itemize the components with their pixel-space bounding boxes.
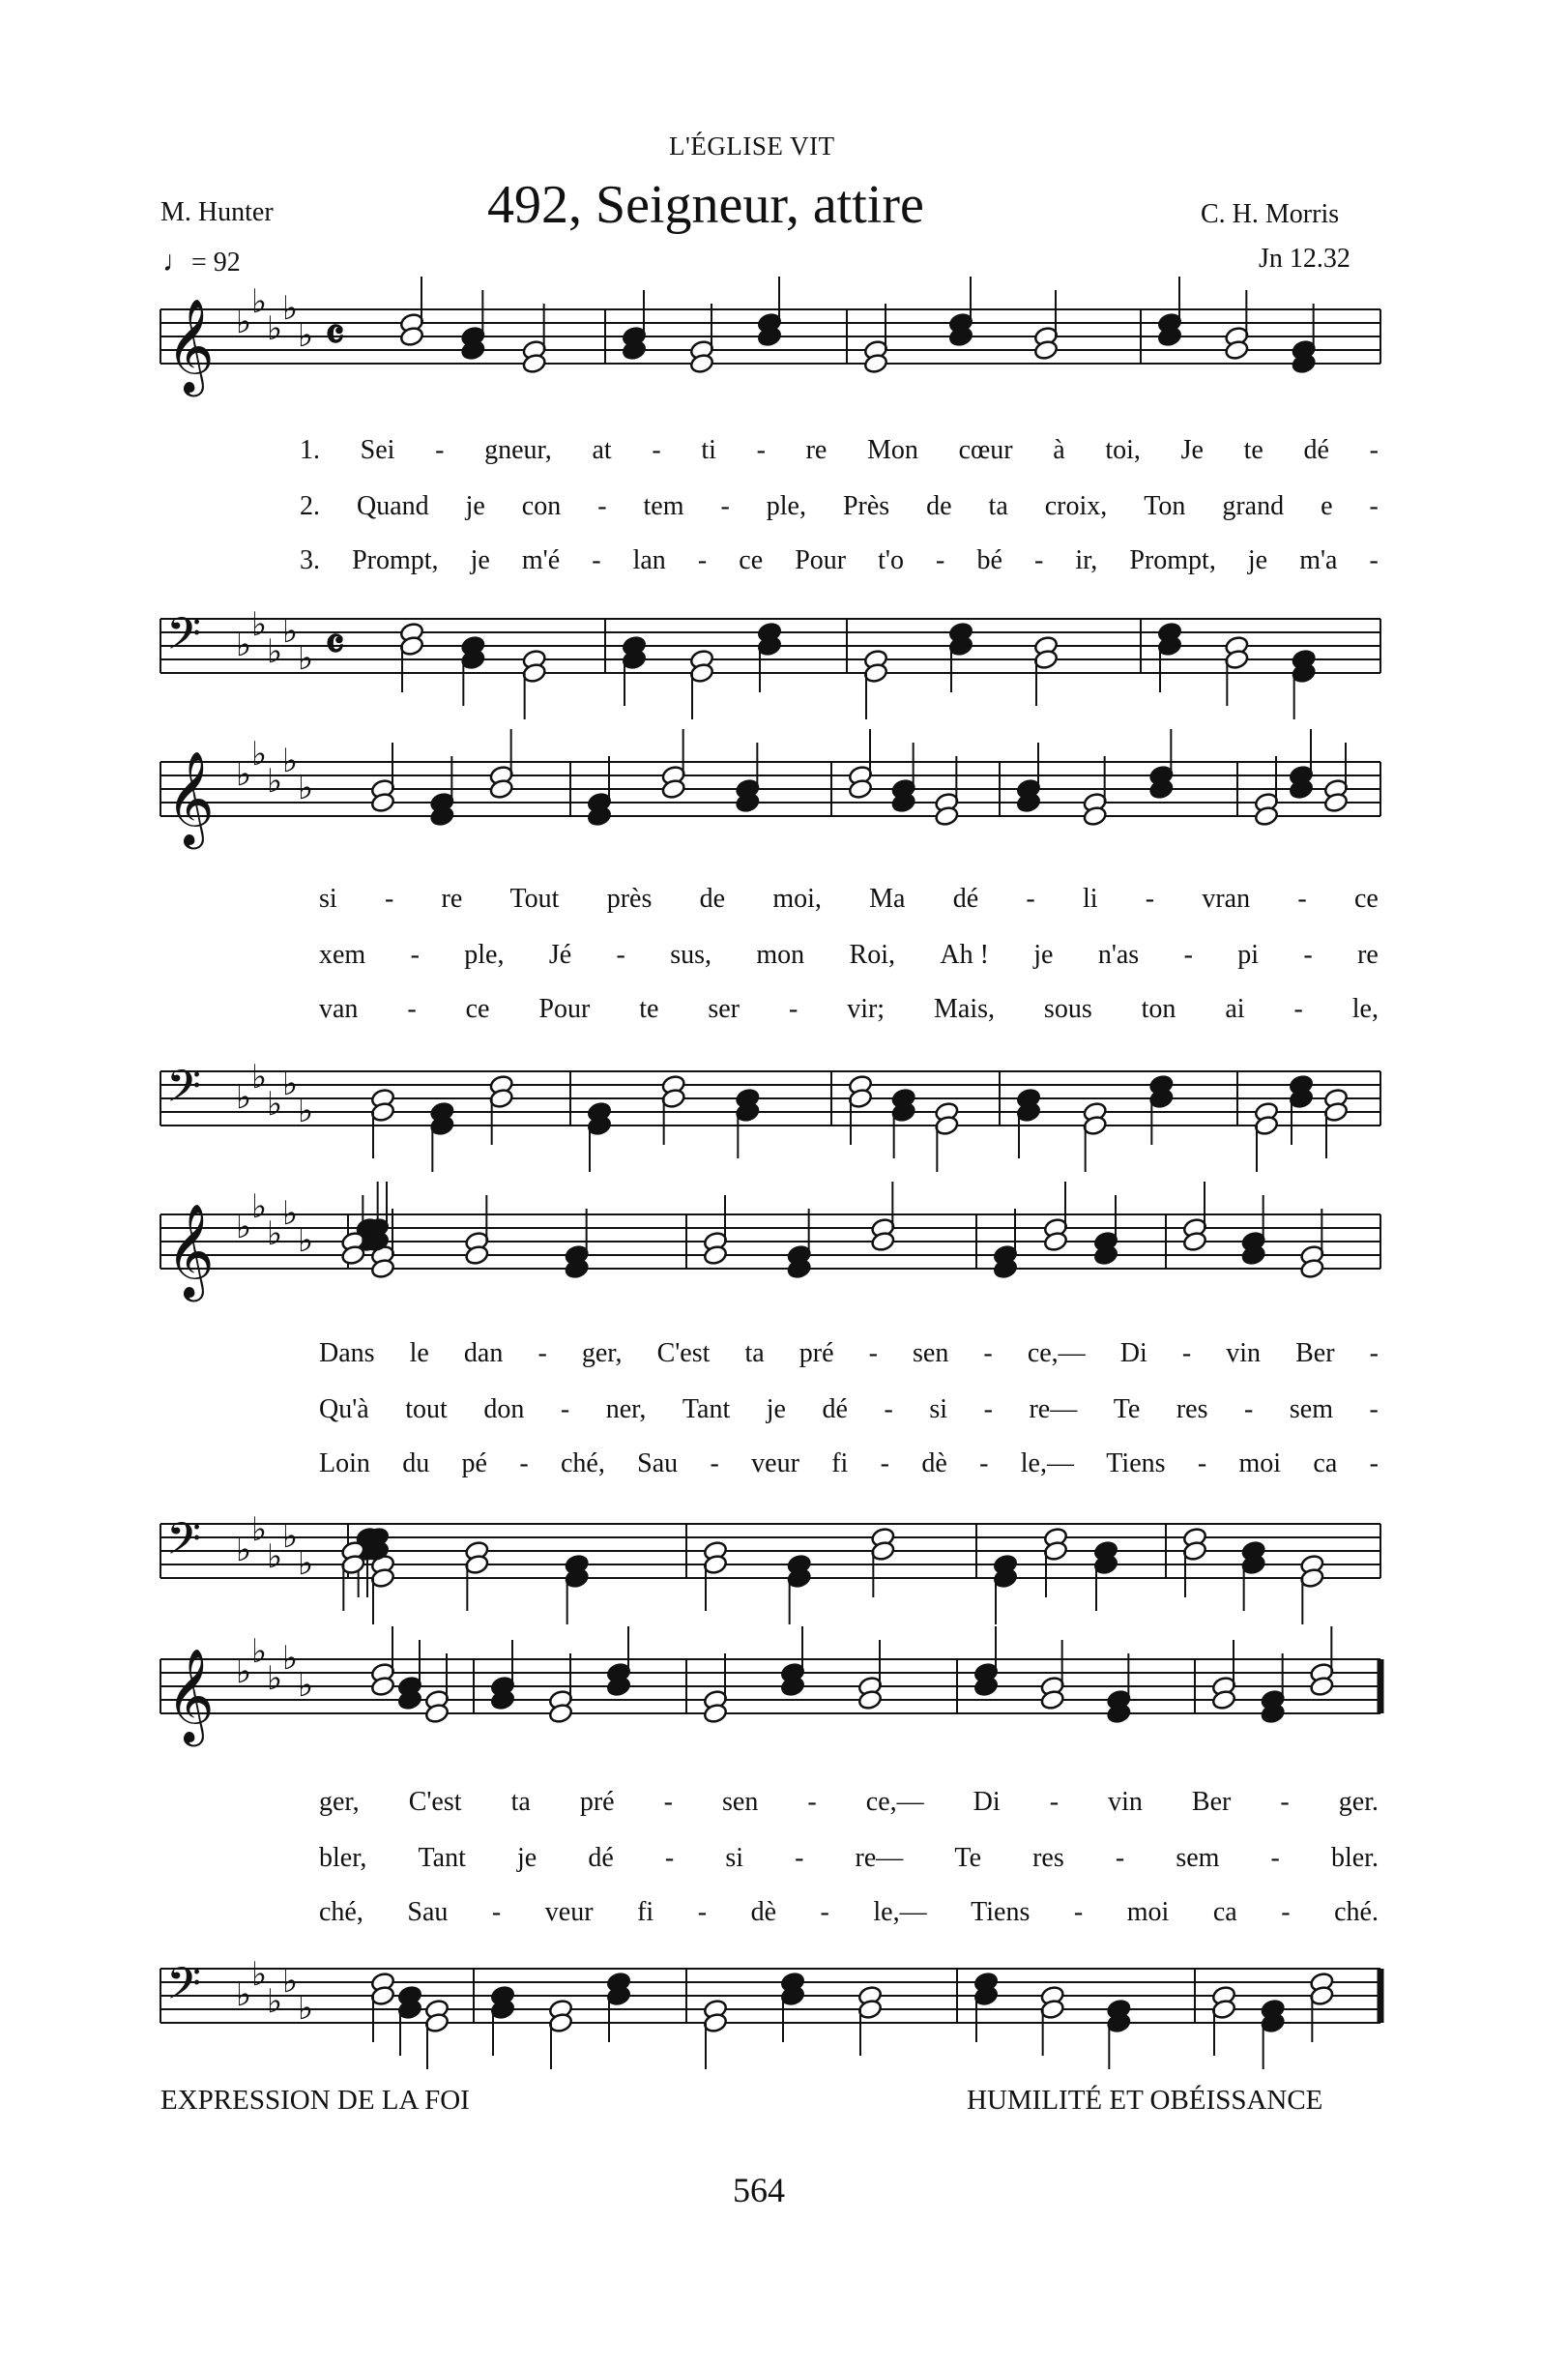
- lyric-syllable: ple,: [464, 940, 505, 970]
- lyric-syllable: -: [410, 940, 420, 970]
- lyric-syllable: Di: [973, 1787, 1001, 1817]
- lyric-syllable: pi: [1237, 940, 1260, 970]
- lyric-syllable: dé: [1303, 435, 1329, 465]
- lyric-syllable: Sau: [407, 1897, 449, 1927]
- lyric-syllable: cœur: [958, 435, 1013, 465]
- footer-category-right: HUMILITÉ ET OBÉISSANCE: [967, 2085, 1323, 2116]
- bass-clef-icon: 𝄢: [166, 608, 202, 671]
- lyric-syllable: de: [699, 884, 726, 914]
- lyric-syllable: grand: [1222, 491, 1285, 521]
- bass-clef-icon: 𝄢: [166, 1061, 202, 1124]
- lyric-syllable: m'é: [521, 545, 561, 575]
- lyric-syllable: -: [868, 1338, 878, 1368]
- lyric-syllable: -: [1281, 1897, 1291, 1927]
- lyric-syllable: Prompt,: [352, 545, 439, 575]
- flat-icon: ♭: [298, 1221, 314, 1260]
- lyric-syllable: -: [795, 1843, 804, 1873]
- lyric-syllable: ce: [1353, 884, 1379, 914]
- lyric-syllable: lan: [632, 545, 666, 575]
- lyric-syllable: Pour: [795, 545, 847, 575]
- lyric-syllable: le,—: [873, 1897, 927, 1927]
- lyric-line: [319, 1843, 1379, 1874]
- lyric-syllable: je: [465, 491, 485, 521]
- flat-icon: ♭: [236, 1078, 252, 1117]
- flat-icon: ♭: [236, 1975, 252, 2014]
- lyric-syllable: je: [766, 1394, 786, 1424]
- lyric-syllable: ple,: [766, 491, 806, 521]
- flat-icon: ♭: [298, 1989, 314, 2028]
- lyric-syllable: -: [788, 994, 799, 1024]
- lyric-syllable: sus,: [670, 940, 712, 970]
- lyric-syllable: sen: [913, 1338, 949, 1368]
- lyric-syllable: vin: [1226, 1338, 1262, 1368]
- lyric-syllable: -: [1369, 491, 1379, 521]
- tempo-value: = 92: [191, 248, 241, 278]
- lyric-syllable: t'o: [878, 545, 904, 575]
- lyric-syllable: res: [1176, 1394, 1208, 1424]
- lyric-syllable: re: [805, 435, 828, 465]
- flat-icon: ♭: [282, 1194, 299, 1233]
- lyric-syllable: -: [1369, 545, 1379, 575]
- lyric-syllable: croix,: [1044, 491, 1108, 521]
- lyric-syllable: Pour: [538, 994, 591, 1024]
- lyric-syllable: veur: [751, 1448, 799, 1478]
- flat-icon: ♭: [267, 1214, 283, 1253]
- flat-icon: ♭: [251, 1510, 268, 1549]
- treble-clef-icon: 𝄞: [166, 1203, 215, 1298]
- lyric-line: [300, 545, 1379, 576]
- lyric-syllable: C'est: [408, 1787, 462, 1817]
- lyric-syllable: si: [929, 1394, 948, 1424]
- lyric-syllable: -: [1073, 1897, 1084, 1927]
- lyric-syllable: -: [664, 1843, 675, 1873]
- lyric-syllable: je: [1247, 545, 1268, 575]
- lyric-syllable: ger,: [319, 1787, 360, 1817]
- flat-icon: ♭: [251, 1187, 268, 1226]
- section-heading: L'ÉGLISE VIT: [669, 132, 835, 161]
- lyric-syllable: ca: [1313, 1448, 1338, 1478]
- lyric-syllable: pré: [579, 1787, 615, 1817]
- lyric-syllable: Ah !: [940, 940, 989, 970]
- flat-icon: ♭: [282, 289, 299, 328]
- lyric-syllable: le,—: [1020, 1448, 1074, 1478]
- lyric-syllable: bler.: [1330, 1843, 1379, 1873]
- lyric-syllable: -: [1369, 435, 1379, 465]
- flat-icon: ♭: [298, 1666, 314, 1705]
- flat-icon: ♭: [298, 639, 314, 678]
- lyric-syllable: dé: [952, 884, 979, 914]
- lyric-syllable: Te: [1113, 1394, 1141, 1424]
- lyric-syllable: Tiens: [971, 1897, 1031, 1927]
- lyric-syllable: -: [491, 1897, 502, 1927]
- lyric-syllable: Quand: [356, 491, 429, 521]
- lyric-syllable: pé: [461, 1448, 487, 1478]
- bass-clef-icon: 𝄢: [166, 1513, 202, 1576]
- lyric-syllable: ti: [701, 435, 716, 465]
- flat-icon: ♭: [298, 769, 314, 807]
- lyric-syllable: re—: [855, 1843, 904, 1873]
- lyric-syllable: -: [936, 545, 945, 575]
- lyric-syllable: Tant: [682, 1394, 731, 1424]
- lyric-syllable: ce: [465, 994, 490, 1024]
- flat-icon: ♭: [267, 1537, 283, 1576]
- lyric-syllable: m'a: [1299, 545, 1338, 575]
- footer-category-left: EXPRESSION DE LA FOI: [160, 2085, 470, 2116]
- lyric-syllable: -: [710, 1448, 719, 1478]
- lyric-syllable: -: [1049, 1787, 1060, 1817]
- lyric-line: [319, 994, 1379, 1025]
- lyric-syllable: de: [926, 491, 952, 521]
- lyric-syllable: -: [697, 545, 708, 575]
- lyric-syllable: -: [1303, 940, 1313, 970]
- lyric-syllable: -: [756, 435, 766, 465]
- lyric-syllable: -: [1270, 1843, 1280, 1873]
- scripture-reference: Jn 12.32: [1259, 244, 1350, 274]
- lyric-syllable: -: [537, 1338, 547, 1368]
- flat-icon: ♭: [236, 1208, 252, 1246]
- lyric-line: [319, 1448, 1379, 1479]
- lyric-syllable: le,: [1351, 994, 1379, 1024]
- lyric-syllable: Loin: [319, 1448, 370, 1478]
- lyric-syllable: ser: [708, 994, 740, 1024]
- lyric-syllable: ner,: [605, 1394, 647, 1424]
- lyric-syllable: toi,: [1105, 435, 1141, 465]
- lyric-syllable: -: [1145, 884, 1155, 914]
- flat-icon: ♭: [236, 303, 252, 341]
- lyric-syllable: ger.: [1338, 1787, 1379, 1817]
- lyric-syllable: -: [1280, 1787, 1290, 1817]
- lyric-syllable: Roi,: [849, 940, 895, 970]
- flat-icon: ♭: [267, 1659, 283, 1698]
- lyric-syllable: Ton: [1144, 491, 1186, 521]
- lyric-syllable: res: [1032, 1843, 1064, 1873]
- lyric-syllable: fi: [831, 1448, 849, 1478]
- lyric-syllable: ché.: [1334, 1897, 1379, 1927]
- lyric-syllable: -: [1026, 884, 1035, 914]
- lyric-syllable: près: [606, 884, 653, 914]
- lyric-syllable: -: [663, 1787, 673, 1817]
- lyric-syllable: -: [979, 1448, 989, 1478]
- flat-icon: ♭: [282, 612, 299, 651]
- lyric-syllable: re—: [1029, 1394, 1078, 1424]
- lyric-syllable: -: [407, 994, 417, 1024]
- flat-icon: ♭: [282, 1962, 299, 2001]
- lyric-line: [319, 1897, 1379, 1928]
- lyric-syllable: veur: [544, 1897, 594, 1927]
- treble-clef-icon: 𝄞: [166, 750, 215, 845]
- lyric-syllable: ir,: [1075, 545, 1098, 575]
- lyric-syllable: pré: [799, 1338, 834, 1368]
- lyric-syllable: 1.: [300, 435, 320, 465]
- lyric-syllable: Ber: [1295, 1338, 1335, 1368]
- lyric-syllable: -: [560, 1394, 570, 1424]
- lyric-syllable: -: [519, 1448, 529, 1478]
- lyric-syllable: moi,: [772, 884, 822, 914]
- flat-icon: ♭: [251, 1058, 268, 1096]
- flat-icon: ♭: [282, 1639, 299, 1678]
- lyric-syllable: -: [1297, 884, 1307, 914]
- flat-icon: ♭: [236, 755, 252, 794]
- lyric-syllable: ché,: [319, 1897, 363, 1927]
- lyric-syllable: moi: [1238, 1448, 1282, 1478]
- flat-icon: ♭: [267, 762, 283, 801]
- lyric-syllable: van: [319, 994, 359, 1024]
- lyric-syllable: ca: [1212, 1897, 1237, 1927]
- lyric-syllable: -: [597, 491, 607, 521]
- lyric-syllable: don: [483, 1394, 525, 1424]
- lyric-syllable: dè: [921, 1448, 947, 1478]
- flat-icon: ♭: [282, 742, 299, 780]
- lyric-syllable: vir;: [847, 994, 886, 1024]
- lyric-syllable: fi: [637, 1897, 654, 1927]
- lyric-syllable: -: [1033, 545, 1044, 575]
- lyric-syllable: ger,: [581, 1338, 623, 1368]
- lyric-line: [319, 1394, 1379, 1425]
- lyric-syllable: sem: [1289, 1394, 1333, 1424]
- lyric-syllable: dé: [588, 1843, 614, 1873]
- lyric-syllable: -: [1369, 1394, 1379, 1424]
- lyric-syllable: li: [1082, 884, 1098, 914]
- flat-icon: ♭: [236, 1531, 252, 1569]
- flat-icon: ♭: [251, 282, 268, 321]
- lyric-syllable: at: [592, 435, 612, 465]
- lyric-syllable: ce: [739, 545, 764, 575]
- lyric-syllable: -: [1369, 1338, 1379, 1368]
- lyric-syllable: Tiens: [1106, 1448, 1166, 1478]
- author-credit: C. H. Morris: [1201, 199, 1340, 229]
- lyric-syllable: vran: [1202, 884, 1251, 914]
- lyric-syllable: -: [1197, 1448, 1207, 1478]
- lyric-syllable: -: [983, 1338, 993, 1368]
- lyric-syllable: bler,: [319, 1843, 367, 1873]
- common-time-icon: 𝄴: [325, 618, 345, 670]
- lyric-syllable: moi: [1126, 1897, 1170, 1927]
- flat-icon: ♭: [251, 735, 268, 774]
- lyric-syllable: -: [983, 1394, 993, 1424]
- lyric-syllable: -: [1369, 1448, 1379, 1478]
- flat-icon: ♭: [282, 1065, 299, 1103]
- lyric-syllable: tout: [405, 1394, 448, 1424]
- lyric-syllable: -: [652, 435, 661, 465]
- lyric-syllable: Te: [954, 1843, 981, 1873]
- lyric-syllable: te: [1243, 435, 1263, 465]
- lyric-line: [319, 940, 1379, 971]
- lyric-syllable: re: [1357, 940, 1379, 970]
- lyric-syllable: e: [1321, 491, 1333, 521]
- flat-icon: ♭: [298, 1544, 314, 1583]
- lyric-syllable: dè: [750, 1897, 777, 1927]
- lyric-syllable: gneur,: [484, 435, 552, 465]
- flat-icon: ♭: [267, 1085, 283, 1124]
- lyric-line: [319, 1338, 1379, 1369]
- lyric-syllable: -: [697, 1897, 708, 1927]
- lyric-syllable: -: [807, 1787, 817, 1817]
- lyric-syllable: 3.: [300, 545, 320, 575]
- lyric-syllable: sem: [1176, 1843, 1220, 1873]
- lyric-syllable: vin: [1108, 1787, 1143, 1817]
- lyric-syllable: si: [319, 884, 337, 914]
- lyric-syllable: ta: [744, 1338, 765, 1368]
- lyric-syllable: -: [1244, 1394, 1254, 1424]
- flat-icon: ♭: [298, 316, 314, 355]
- bass-clef-icon: 𝄢: [166, 1958, 202, 2021]
- lyric-syllable: je: [1033, 940, 1054, 970]
- flat-icon: ♭: [236, 1652, 252, 1691]
- hymn-title: 492, Seigneur, attire: [487, 175, 924, 235]
- lyric-syllable: Ma: [869, 884, 906, 914]
- lyric-syllable: ce,—: [865, 1787, 924, 1817]
- lyric-syllable: 2.: [300, 491, 320, 521]
- lyric-syllable: Près: [842, 491, 890, 521]
- lyric-syllable: Mon: [867, 435, 918, 465]
- composer-credit: M. Hunter: [160, 197, 274, 227]
- lyric-syllable: ai: [1225, 994, 1245, 1024]
- lyric-syllable: C'est: [656, 1338, 711, 1368]
- flat-icon: ♭: [251, 605, 268, 644]
- lyric-syllable: du: [402, 1448, 430, 1478]
- lyric-syllable: Prompt,: [1129, 545, 1216, 575]
- lyric-syllable: -: [1293, 994, 1303, 1024]
- lyric-syllable: -: [820, 1897, 829, 1927]
- lyric-syllable: dan: [463, 1338, 504, 1368]
- lyric-syllable: -: [1183, 940, 1193, 970]
- lyric-syllable: sen: [722, 1787, 759, 1817]
- lyric-syllable: xem: [319, 940, 366, 970]
- lyric-syllable: -: [435, 435, 445, 465]
- lyric-syllable: Ber: [1191, 1787, 1232, 1817]
- lyric-syllable: -: [884, 1394, 893, 1424]
- lyric-syllable: bé: [976, 545, 1002, 575]
- lyric-syllable: -: [384, 884, 394, 914]
- lyric-syllable: -: [720, 491, 730, 521]
- lyric-syllable: le: [409, 1338, 429, 1368]
- flat-icon: ♭: [282, 1517, 299, 1556]
- treble-clef-icon: 𝄞: [166, 1648, 215, 1742]
- lyric-syllable: Mais,: [934, 994, 995, 1024]
- lyric-syllable: Tout: [509, 884, 560, 914]
- lyric-syllable: n'as: [1097, 940, 1140, 970]
- lyric-syllable: ce,—: [1027, 1338, 1086, 1368]
- lyric-syllable: ta: [988, 491, 1008, 521]
- flat-icon: ♭: [251, 1955, 268, 1994]
- lyric-syllable: con: [521, 491, 562, 521]
- lyric-syllable: Jé: [548, 940, 572, 970]
- lyric-syllable: Qu'à: [319, 1394, 369, 1424]
- flat-icon: ♭: [251, 1632, 268, 1671]
- lyric-syllable: ché,: [560, 1448, 605, 1478]
- lyric-syllable: je: [470, 545, 490, 575]
- lyric-syllable: mon: [756, 940, 805, 970]
- lyric-syllable: -: [592, 545, 601, 575]
- flat-icon: ♭: [236, 626, 252, 664]
- lyric-syllable: sous: [1043, 994, 1092, 1024]
- lyric-line: [319, 884, 1379, 915]
- page-number: 564: [733, 2171, 785, 2209]
- lyric-syllable: ton: [1141, 994, 1176, 1024]
- lyric-syllable: Dans: [319, 1338, 375, 1368]
- lyric-syllable: Sei: [360, 435, 395, 465]
- lyric-syllable: Di: [1119, 1338, 1147, 1368]
- lyric-syllable: -: [880, 1448, 889, 1478]
- lyric-syllable: Tant: [418, 1843, 466, 1873]
- lyric-syllable: Je: [1180, 435, 1204, 465]
- lyric-syllable: -: [1115, 1843, 1125, 1873]
- lyric-syllable: dé: [822, 1394, 848, 1424]
- lyric-line: [300, 491, 1379, 522]
- lyric-syllable: re: [441, 884, 463, 914]
- quarter-note-icon: ♩: [162, 246, 191, 278]
- lyric-syllable: Sau: [637, 1448, 679, 1478]
- flat-icon: ♭: [267, 1982, 283, 2021]
- lyric-syllable: si: [725, 1843, 743, 1873]
- lyric-syllable: je: [517, 1843, 537, 1873]
- treble-clef-icon: 𝄞: [166, 298, 215, 393]
- lyric-syllable: tem: [643, 491, 684, 521]
- common-time-icon: 𝄴: [325, 308, 345, 361]
- lyric-syllable: à: [1053, 435, 1065, 465]
- flat-icon: ♭: [298, 1092, 314, 1130]
- lyric-syllable: te: [639, 994, 659, 1024]
- lyric-line: [300, 435, 1379, 466]
- lyric-syllable: ta: [510, 1787, 531, 1817]
- flat-icon: ♭: [267, 309, 283, 348]
- flat-icon: ♭: [267, 632, 283, 671]
- lyric-line: [319, 1787, 1379, 1818]
- lyric-syllable: -: [616, 940, 625, 970]
- lyric-syllable: -: [1181, 1338, 1192, 1368]
